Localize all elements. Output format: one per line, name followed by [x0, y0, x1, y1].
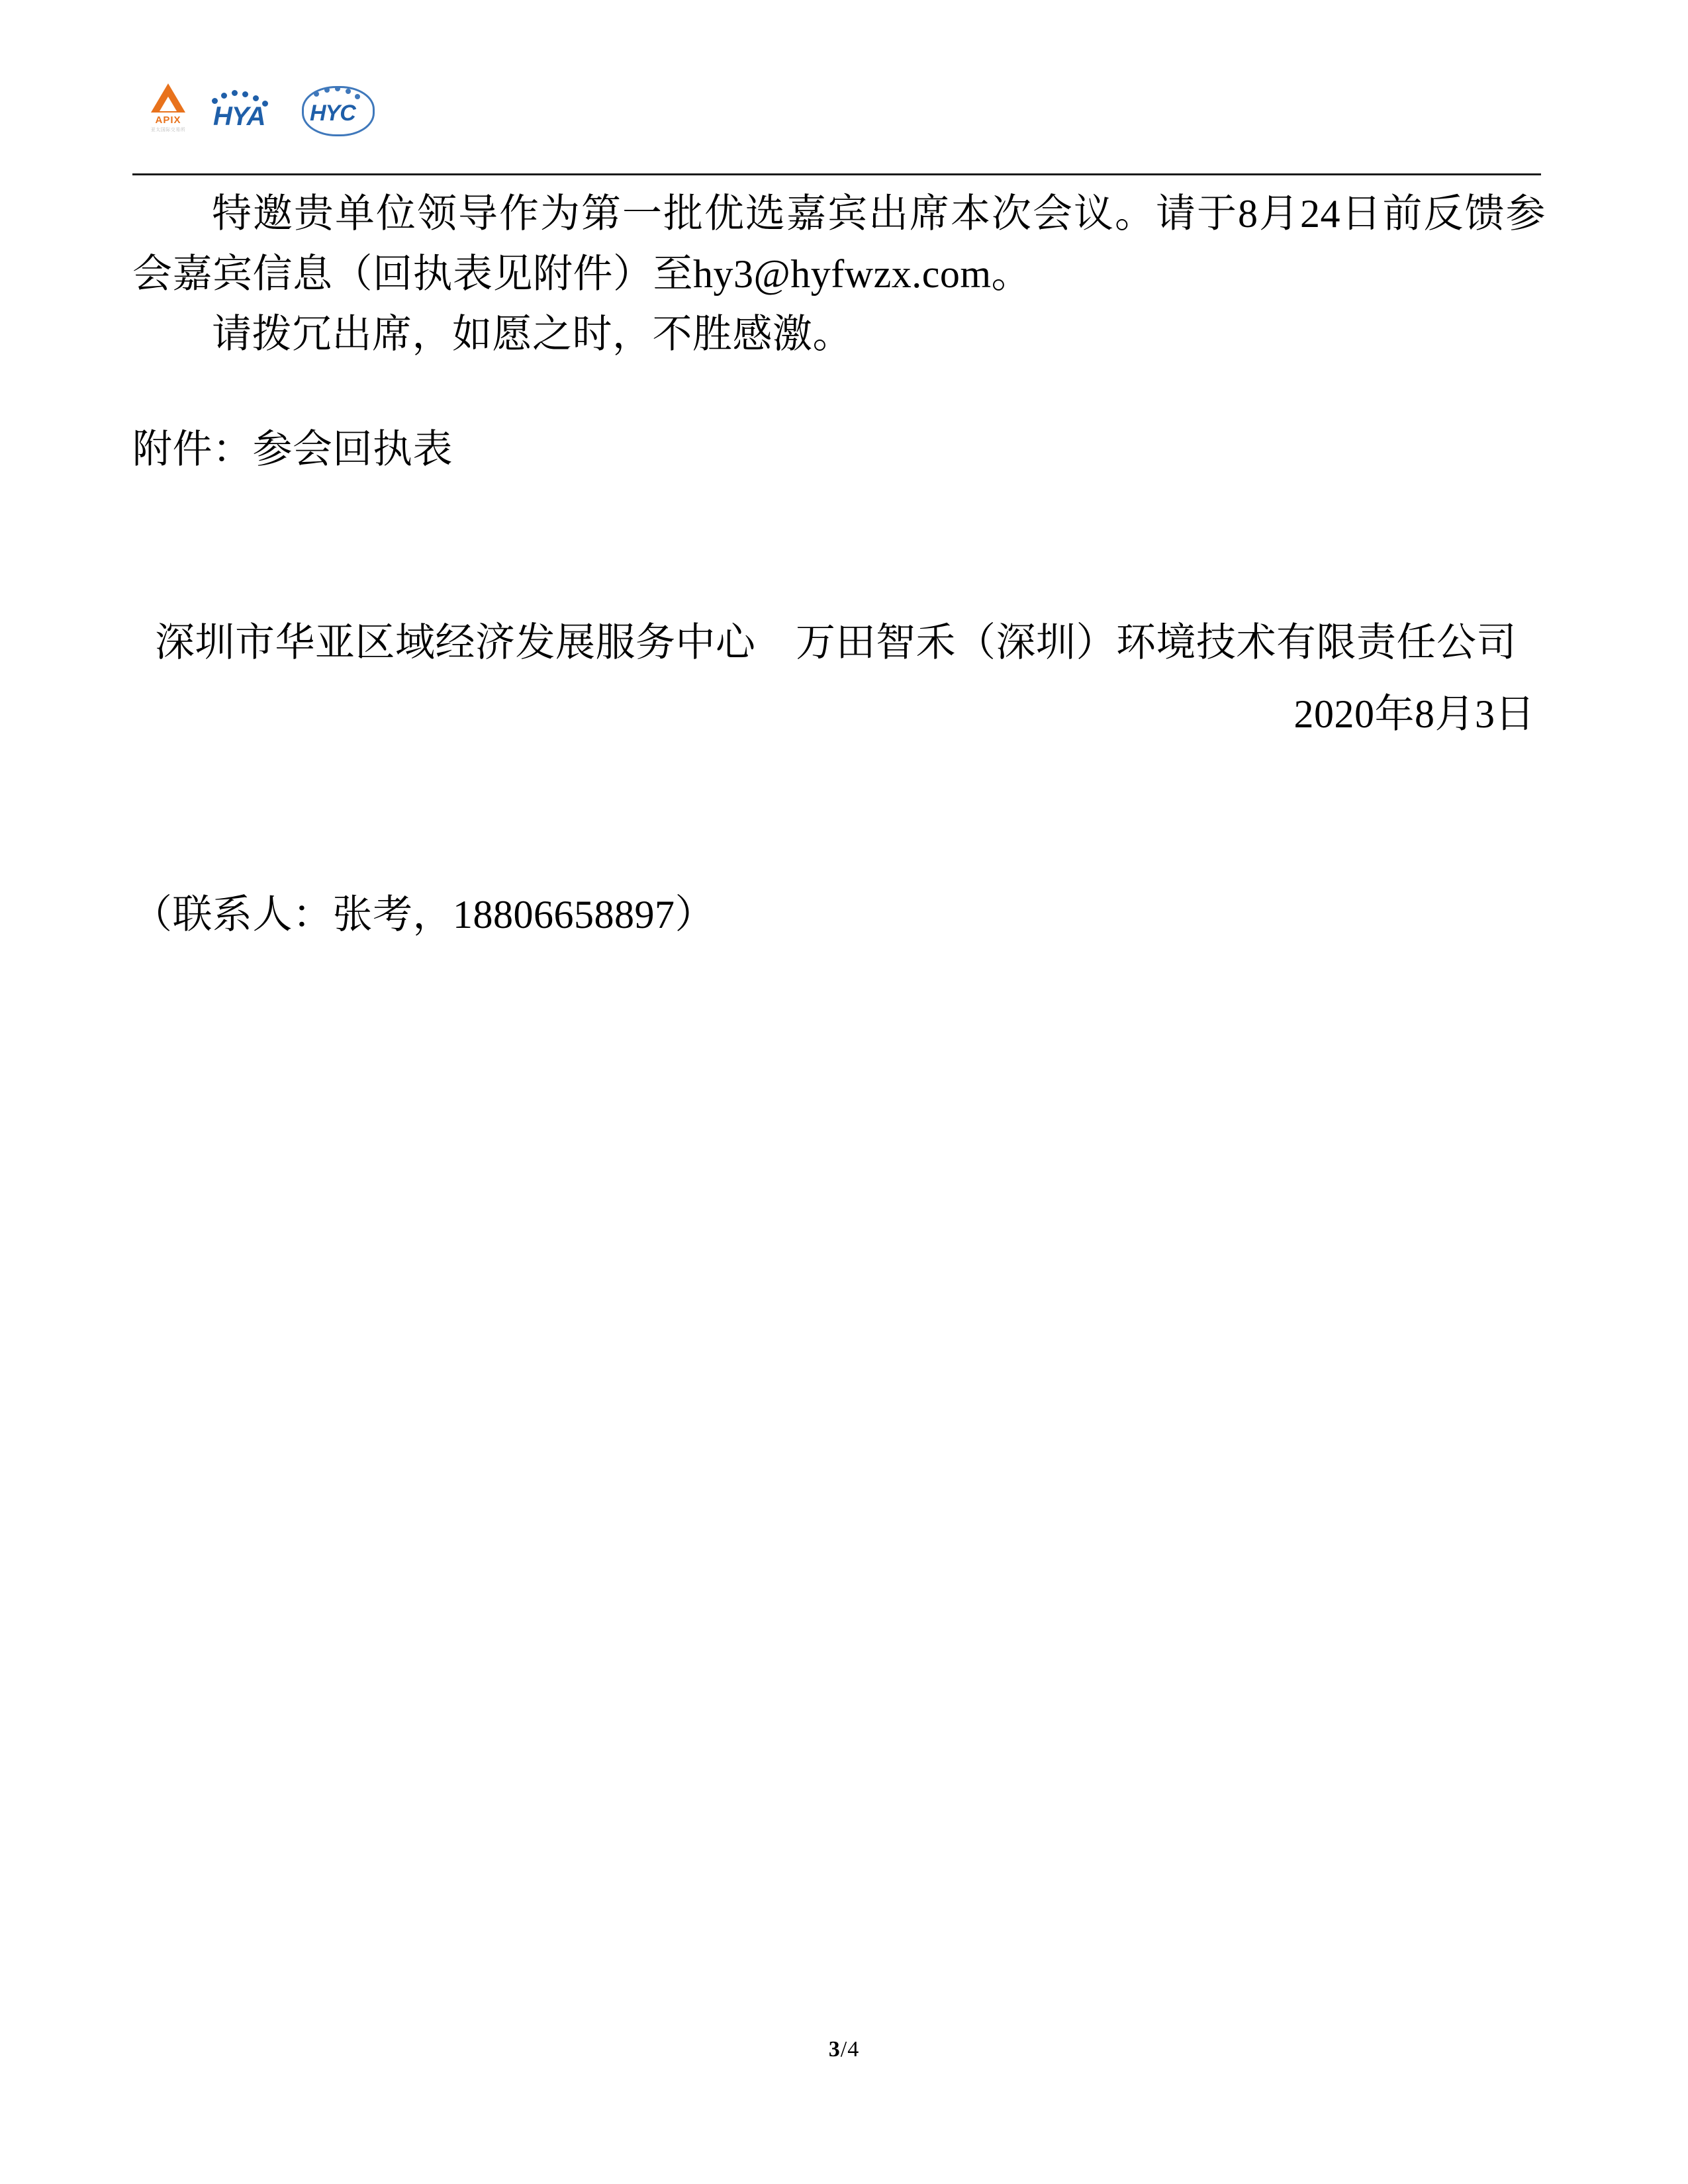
hyc-logo-icon	[299, 85, 377, 136]
hyc-logo-text: HYC	[310, 101, 355, 126]
document-body	[132, 184, 1546, 984]
page-footer	[0, 2037, 1688, 2062]
spacer	[132, 480, 1546, 611]
apix-logo-icon	[144, 83, 192, 138]
signature-block	[132, 611, 1546, 746]
hya-logo-icon	[207, 85, 285, 136]
paragraph-request: 请拨冗出席，如愿之时，不胜感激。	[212, 312, 853, 357]
spacer	[132, 365, 1546, 420]
footer-page-total: 4	[847, 2037, 860, 2062]
signature-organizations: 深圳市华亚区域经济发展服务中心 万田智禾（深圳）环境技术有限责任公司	[155, 620, 1517, 664]
apix-logo-subtext: 亚太国际交易所	[150, 128, 186, 132]
signature-date: 2020年8月3日	[1293, 692, 1535, 736]
apix-logo-text: APIX	[155, 114, 181, 126]
apix-triangle-icon	[151, 83, 185, 113]
attachment-label: 附件：参会回执表	[132, 427, 453, 471]
paragraph-invitation: 特邀贵单位领导作为第一批优选嘉宾出席本次会议。请于8月24日前反馈参会嘉宾信息（回执表见附件）至hy3@hyfwzx.com。	[132, 192, 1546, 296]
spacer	[132, 746, 1546, 845]
contact-line: （联系人：张考，18806658897）	[132, 892, 715, 936]
footer-page-current: 3	[828, 2037, 841, 2062]
header-divider	[132, 173, 1541, 175]
logo-row	[132, 74, 1541, 147]
hya-logo-text: HYA	[213, 102, 265, 131]
footer-page-separator: /	[840, 2037, 848, 2062]
document-header	[132, 74, 1541, 167]
